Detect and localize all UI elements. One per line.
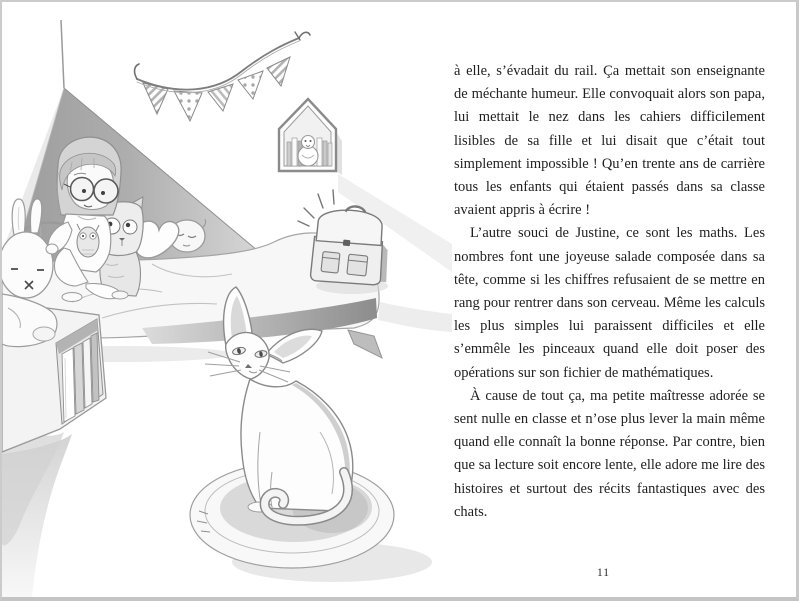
bunting-garland [135, 32, 310, 121]
paragraph: à elle, s’évadait du rail. Ça mettait son enseignante de méchante humeur. Elle convoquait alors son papa, lui mettait le nez dans les cahiers difficilement lisibles de sa fille et lui disait que c’était tout simplement impossible ! Qu’en trente ans de carrière tous les enfants qui étaient passés dans sa classe avaient appris à écrire ! [454, 63, 765, 219]
paragraph: À cause de tout ça, ma petite maîtresse adorée se sent nulle en classe et n’ose plus lever la main même quand elle connaît la bonne réponse. Par contre, bien que sa lecture soit encore lente, elle adore me lire des histoires et surtout des récits fantastiques avec des chats. [454, 387, 765, 520]
bedroom-illustration [2, 2, 452, 597]
page-number: 11 [596, 567, 611, 579]
house-shelf [279, 99, 342, 175]
page-text [454, 60, 765, 524]
paragraph: L’autre souci de Justine, ce sont les maths. Les nombres font une joyeuse salade composée dans sa tête, comme si les chiffres refusaient de se mettre en rang pour rentrer dans son cerveau. Même les calculs les plus simples lui paraissent difficiles et elle s’emmêle les pinceaux quand elle doit poser des opérations sur son fichier de mathématiques. [454, 225, 765, 381]
